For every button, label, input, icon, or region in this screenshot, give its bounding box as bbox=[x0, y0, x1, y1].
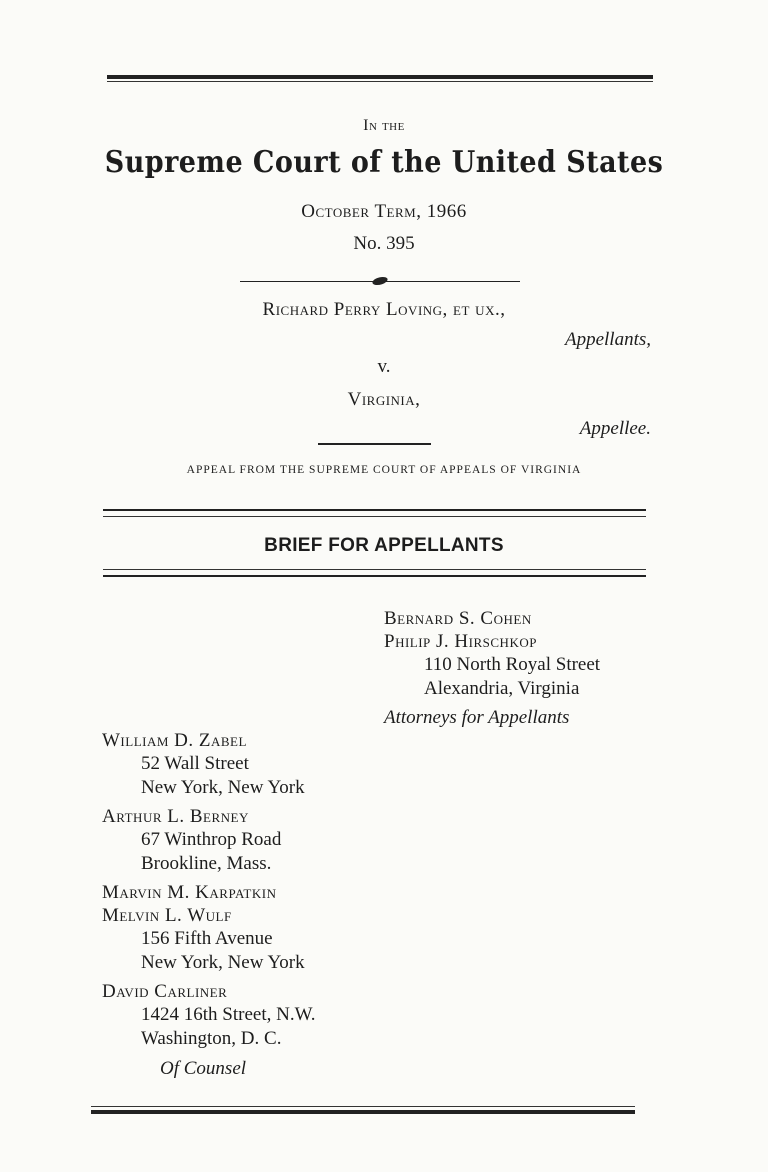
counsel-address: 67 Winthrop Road bbox=[141, 829, 282, 850]
counsel-address: 156 Fifth Avenue bbox=[141, 928, 273, 949]
court-name: Supreme Court of the United States bbox=[104, 145, 664, 180]
counsel-address: Washington, D. C. bbox=[141, 1028, 282, 1049]
counsel-name: Melvin L. Wulf bbox=[102, 905, 232, 926]
brief-rule-top-thin bbox=[103, 516, 646, 517]
brief-rule-bottom bbox=[103, 575, 646, 577]
in-the-heading: In the bbox=[363, 117, 405, 134]
counsel-address: New York, New York bbox=[141, 952, 305, 973]
appellants-role: Appellants, bbox=[564, 329, 651, 350]
attorney-name: Bernard S. Cohen bbox=[384, 608, 532, 629]
top-rule bbox=[107, 75, 653, 79]
caption-rule bbox=[318, 443, 431, 445]
counsel-address: Brookline, Mass. bbox=[141, 853, 272, 874]
brief-rule-bottom-thin bbox=[103, 569, 646, 570]
bottom-rule bbox=[91, 1110, 635, 1114]
counsel-name: Arthur L. Berney bbox=[102, 806, 249, 827]
counsel-address: 1424 16th Street, N.W. bbox=[141, 1004, 316, 1025]
counsel-address: New York, New York bbox=[141, 777, 305, 798]
counsel-name: David Carliner bbox=[102, 981, 228, 1002]
attorney-address: Alexandria, Virginia bbox=[424, 678, 580, 699]
counsel-name: William D. Zabel bbox=[102, 730, 247, 751]
attorney-name: Philip J. Hirschkop bbox=[384, 631, 537, 652]
appellee-role: Appellee. bbox=[579, 418, 651, 439]
brief-rule-top bbox=[103, 509, 646, 511]
docket-number: No. 395 bbox=[353, 233, 415, 254]
bottom-rule-thin bbox=[91, 1106, 635, 1107]
ornament-diamond-icon bbox=[370, 277, 390, 285]
counsel-name: Marvin M. Karpatkin bbox=[102, 882, 277, 903]
appellants-name: Richard Perry Loving, et ux., bbox=[262, 299, 506, 320]
top-rule-thin bbox=[107, 81, 653, 82]
appeal-from-line: APPEAL FROM THE SUPREME COURT OF APPEALS OF VIRGINIA bbox=[186, 464, 582, 476]
attorney-address: 110 North Royal Street bbox=[424, 654, 601, 675]
counsel-address: 52 Wall Street bbox=[141, 753, 249, 774]
attorneys-role: Attorneys for Appellants bbox=[384, 707, 570, 728]
appellee-name: Virginia, bbox=[347, 389, 421, 410]
versus: v. bbox=[377, 356, 391, 377]
term-line: October Term, 1966 bbox=[301, 201, 467, 222]
brief-title: BRIEF FOR APPELLANTS bbox=[264, 535, 504, 556]
counsel-role: Of Counsel bbox=[160, 1058, 247, 1079]
